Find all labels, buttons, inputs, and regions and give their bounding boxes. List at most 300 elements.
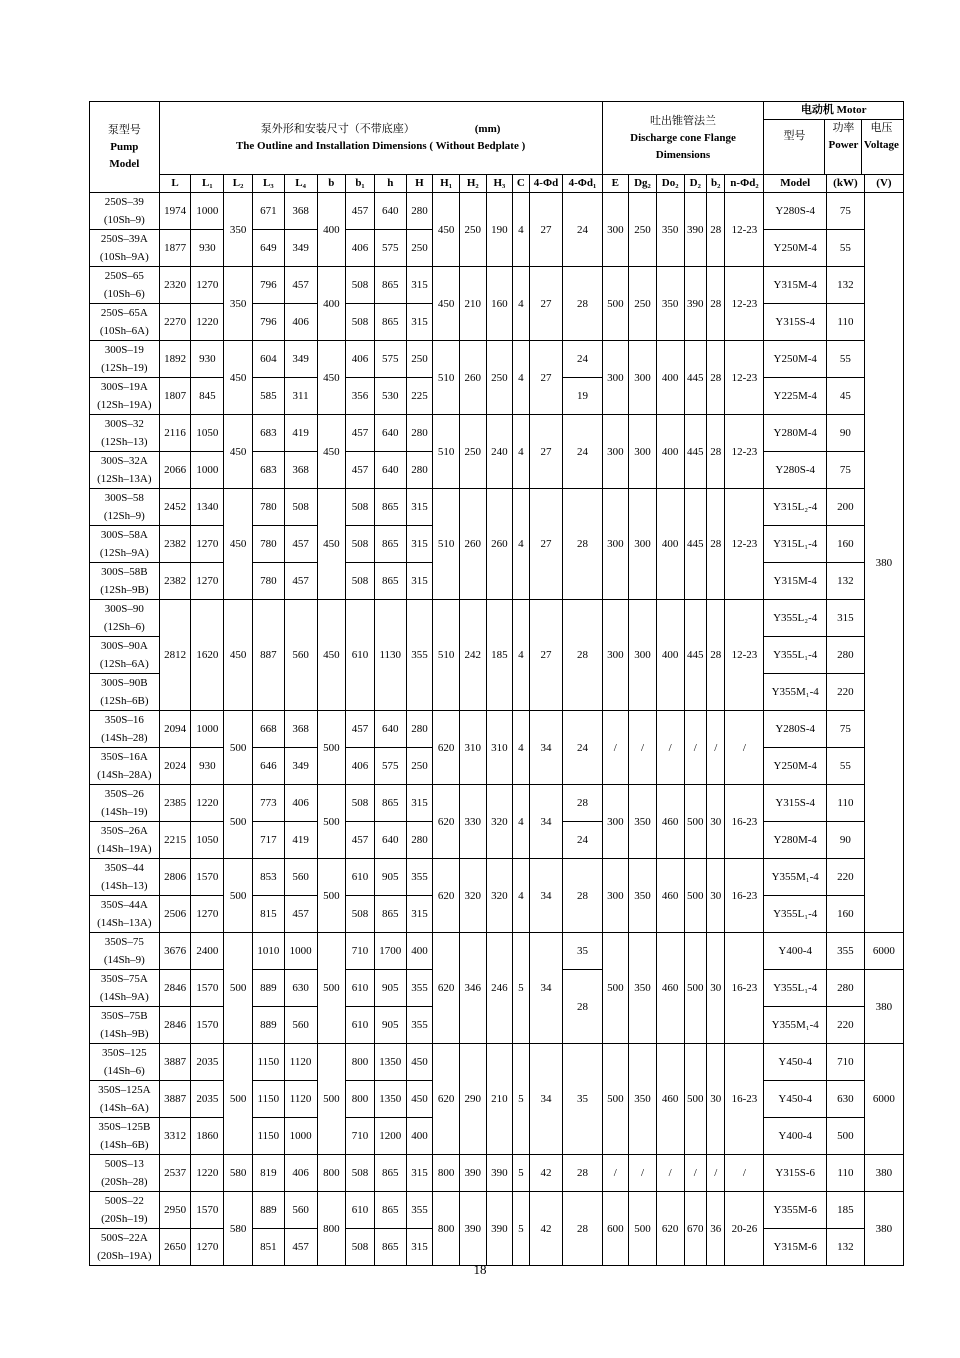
dim-l4-cell: 1120 (284, 1044, 317, 1081)
dim-d1-cell: 24 (563, 822, 602, 859)
dim-l1-cell: 1570 (191, 1007, 224, 1044)
dim-d-cell: 27 (529, 489, 563, 600)
pump-model-line: 350S–44 (104, 862, 144, 874)
pump-model-line: 350S–75 (104, 936, 144, 948)
pump-model-line: (12Sh–13A) (97, 473, 152, 485)
flange-dg2-cell: 350 (629, 1044, 657, 1155)
dim-b-cell: 400 (317, 267, 346, 341)
dim-h1-cell: 620 (433, 859, 460, 933)
column-header: C (513, 175, 529, 193)
dim-h-cell: 865 (374, 1192, 406, 1229)
dim-h2-cell: 290 (459, 1044, 486, 1155)
flange-b2-cell: / (707, 711, 725, 785)
dim-l2-cell: 450 (224, 415, 253, 489)
pump-model-line: 350S–75B (101, 1010, 148, 1022)
dim-l4-cell: 406 (284, 1155, 317, 1192)
pump-model-line: 350S–125A (98, 1084, 151, 1096)
dim-h-cell: 400 (406, 1118, 433, 1155)
dim-h3-cell: 320 (486, 859, 513, 933)
pump-model-line: (10Sh–6A) (99, 325, 149, 337)
dim-l-cell: 2385 (159, 785, 191, 822)
dim-l1-cell: 2400 (191, 933, 224, 970)
pump-model-line: 250S–65 (104, 270, 144, 282)
dim-c-cell: 4 (513, 489, 529, 600)
motor-model-cell: Y450-4 (764, 1044, 827, 1081)
dim-h-cell: 640 (374, 452, 406, 489)
dim-l4-cell: 560 (284, 859, 317, 896)
dim-l1-cell: 1050 (191, 822, 224, 859)
dim-h2-cell: 250 (459, 415, 486, 489)
dim-l2-cell: 450 (224, 489, 253, 600)
pump-model-line: 500S–22 (104, 1195, 144, 1207)
column-header: L₄ (284, 175, 317, 193)
pump-model-line: (14Sh–19) (101, 806, 148, 818)
dim-l-cell: 2812 (159, 600, 191, 711)
dim-d-cell: 27 (529, 600, 563, 711)
pump-model-cell (90, 822, 160, 859)
flange-d2-cell: 500 (684, 1044, 707, 1155)
dim-b1-cell: 610 (346, 1192, 375, 1229)
dim-d1-cell: 28 (563, 859, 602, 933)
motor-voltage-cell: 380 (864, 970, 903, 1044)
dim-b1-cell: 508 (346, 1155, 375, 1192)
dim-d-cell: 42 (529, 1192, 563, 1266)
dim-h-cell: 1200 (374, 1118, 406, 1155)
pump-model-line: (14Sh–28A) (97, 769, 152, 781)
dim-h-cell: 280 (406, 193, 433, 230)
column-header: H₁ (433, 175, 460, 193)
column-header: b₂ (707, 175, 725, 193)
flange-nd2-cell: 16-23 (725, 859, 764, 933)
dim-l1-cell: 1570 (191, 1192, 224, 1229)
flange-dg2-cell: 250 (629, 193, 657, 267)
motor-model-cell: Y315S-4 (764, 785, 827, 822)
dim-l4-cell: 368 (284, 193, 317, 230)
dim-d-cell: 27 (529, 415, 563, 489)
motor-model-cell: Y355M₁-4 (764, 674, 827, 711)
column-header: n-Φd₂ (725, 175, 764, 193)
dim-l-cell: 2116 (159, 415, 191, 452)
dim-l3-cell: 683 (252, 415, 284, 452)
dim-l4-cell: 349 (284, 748, 317, 785)
dim-d-cell: 27 (529, 193, 563, 267)
dim-l3-cell: 796 (252, 267, 284, 304)
flange-do2-cell: 400 (656, 415, 684, 489)
table-row (90, 859, 904, 896)
dim-l4-cell: 508 (284, 489, 317, 526)
dim-l4-cell: 368 (284, 711, 317, 748)
dim-l3-cell: 1150 (252, 1081, 284, 1118)
dim-l1-cell: 2035 (191, 1044, 224, 1081)
dim-b-cell: 450 (317, 600, 346, 711)
flange-do2-cell: 400 (656, 489, 684, 600)
pump-model-line: (12Sh–6B) (100, 695, 149, 707)
motor-model-cell: Y355M₁-4 (764, 859, 827, 896)
dim-b-cell: 450 (317, 415, 346, 489)
dim-b1-cell: 800 (346, 1081, 375, 1118)
motor-model-cell: Y355M-6 (764, 1192, 827, 1229)
flange-b2-cell: 28 (707, 415, 725, 489)
pump-model-line: (20Sh–28) (101, 1176, 148, 1188)
dim-l2-cell: 350 (224, 267, 253, 341)
dim-h-cell: 315 (406, 1229, 433, 1266)
dim-l-cell: 1807 (159, 378, 191, 415)
dim-d1-cell: 24 (563, 415, 602, 489)
motor-power-cell: 90 (826, 822, 864, 859)
dim-l-cell: 2066 (159, 452, 191, 489)
dim-b1-cell: 508 (346, 267, 375, 304)
flange-do2-cell: 400 (656, 341, 684, 415)
pump-model-line: 350S–125 (102, 1047, 147, 1059)
column-header: L (159, 175, 191, 193)
dim-l4-cell: 630 (284, 970, 317, 1007)
dim-d-cell: 34 (529, 1044, 563, 1155)
dim-h3-cell: 240 (486, 415, 513, 489)
dim-l3-cell: 889 (252, 970, 284, 1007)
flange-do2-cell: 460 (656, 859, 684, 933)
flange-do2-cell: 350 (656, 193, 684, 267)
motor-model-cell: Y280S-4 (764, 193, 827, 230)
motor-model-cell: Y400-4 (764, 933, 827, 970)
dim-d1-cell: 28 (563, 970, 602, 1044)
pump-model-cell (90, 859, 160, 896)
dim-b-cell: 500 (317, 933, 346, 1044)
flange-do2-cell: 460 (656, 1044, 684, 1155)
pump-model-line: (14Sh–6) (103, 1065, 145, 1077)
dim-b1-cell: 508 (346, 304, 375, 341)
dim-l2-cell: 500 (224, 785, 253, 859)
dim-l3-cell: 851 (252, 1229, 284, 1266)
table-body (90, 193, 904, 1266)
dim-h-cell: 1700 (374, 933, 406, 970)
dim-l1-cell: 1270 (191, 896, 224, 933)
dim-h-cell: 1350 (374, 1081, 406, 1118)
dim-h-cell: 530 (374, 378, 406, 415)
dim-l3-cell: 780 (252, 526, 284, 563)
dim-l3-cell: 649 (252, 230, 284, 267)
dim-h-cell: 315 (406, 526, 433, 563)
pump-model-line: 350S–16 (104, 714, 144, 726)
dim-h-cell: 355 (406, 600, 433, 711)
dim-h1-cell: 510 (433, 341, 460, 415)
pump-model-cell (90, 1192, 160, 1229)
column-header: L₃ (252, 175, 284, 193)
motor-power-cell: 185 (826, 1192, 864, 1229)
flange-nd2-cell: / (725, 711, 764, 785)
dim-c-cell: 4 (513, 267, 529, 341)
pump-model-line: (14Sh–6A) (99, 1102, 149, 1114)
dim-b-cell: 450 (317, 489, 346, 600)
dim-l1-cell: 1220 (191, 304, 224, 341)
pump-model-line: (12Sh–9A) (99, 547, 149, 559)
column-header: b (317, 175, 346, 193)
dim-l-cell: 2806 (159, 859, 191, 896)
pump-model-line: 250S–39A (100, 233, 148, 245)
flange-e-cell: 500 (602, 267, 629, 341)
pump-model-line: (14Sh–13A) (97, 917, 152, 929)
column-header: E (602, 175, 629, 193)
dim-l4-cell: 406 (284, 785, 317, 822)
motor-voltage-cell: 380 (864, 193, 903, 933)
pump-model-cell (90, 1044, 160, 1081)
dim-b-cell: 500 (317, 785, 346, 859)
flange-d2-cell: 500 (684, 859, 707, 933)
flange-b2-cell: 36 (707, 1192, 725, 1266)
motor-power-cell: 220 (826, 1007, 864, 1044)
pump-model-line: 300S–90 (104, 603, 144, 615)
dim-b-cell: 800 (317, 1155, 346, 1192)
dim-h-cell: 315 (406, 896, 433, 933)
dim-l4-cell: 560 (284, 1007, 317, 1044)
column-header: 4-Φd₁ (563, 175, 602, 193)
dim-l2-cell: 500 (224, 711, 253, 785)
flange-nd2-cell: / (725, 1155, 764, 1192)
motor-voltage-cell: 380 (864, 1192, 903, 1266)
pump-model-line: 300S–32A (100, 455, 148, 467)
pump-model-line: (10Sh–9) (103, 214, 145, 226)
flange-do2-cell: / (656, 1155, 684, 1192)
discharge-flange-header: 吐出锥管法兰 Discharge cone Flange Dimensions (602, 102, 764, 175)
dim-l-cell: 3887 (159, 1081, 191, 1118)
dim-b1-cell: 800 (346, 1044, 375, 1081)
dim-l-cell: 2452 (159, 489, 191, 526)
motor-model-cell: Y315S-6 (764, 1155, 827, 1192)
motor-model-cell: Y315L₂-4 (764, 489, 827, 526)
pump-model-cell (90, 304, 160, 341)
dim-b1-cell: 610 (346, 600, 375, 711)
motor-power-cell: 160 (826, 526, 864, 563)
dim-h1-cell: 510 (433, 489, 460, 600)
dim-h-cell: 450 (406, 1081, 433, 1118)
dim-l3-cell: 1150 (252, 1118, 284, 1155)
pump-model-line: (14Sh–9B) (100, 1028, 149, 1040)
dim-l3-cell: 815 (252, 896, 284, 933)
dim-d1-cell: 19 (563, 378, 602, 415)
motor-power-cell: 280 (826, 637, 864, 674)
dim-h-cell: 865 (374, 489, 406, 526)
pump-model-cell (90, 785, 160, 822)
motor-header: 电动机 Motor 型号 功率 Power 电压 Voltage (764, 102, 904, 175)
dim-h3-cell: 246 (486, 933, 513, 1044)
dim-l4-cell: 419 (284, 822, 317, 859)
dim-b1-cell: 610 (346, 970, 375, 1007)
dim-l-cell: 2024 (159, 748, 191, 785)
pump-model-cell (90, 1155, 160, 1192)
column-header: H₃ (486, 175, 513, 193)
pump-model-line: (12Sh–13) (101, 436, 148, 448)
dim-h1-cell: 620 (433, 933, 460, 1044)
flange-b2-cell: 28 (707, 489, 725, 600)
dim-l-cell: 2950 (159, 1192, 191, 1229)
dim-l-cell: 2215 (159, 822, 191, 859)
dim-h-cell: 315 (406, 489, 433, 526)
flange-nd2-cell: 16-23 (725, 785, 764, 859)
table-row (90, 1192, 904, 1229)
motor-power-cell: 75 (826, 452, 864, 489)
pump-model-cell (90, 1081, 160, 1118)
pump-model-line: (14Sh–9) (103, 954, 145, 966)
flange-e-cell: 300 (602, 415, 629, 489)
dim-h-cell: 280 (406, 452, 433, 489)
dim-l-cell: 2650 (159, 1229, 191, 1266)
pump-model-line: 350S–44A (100, 899, 148, 911)
dim-l1-cell: 1220 (191, 785, 224, 822)
dim-c-cell: 5 (513, 1192, 529, 1266)
dim-d1-cell: 35 (563, 933, 602, 970)
motor-voltage-cell: 6000 (864, 1044, 903, 1155)
dim-h3-cell: 160 (486, 267, 513, 341)
dim-l-cell: 1974 (159, 193, 191, 230)
dim-h3-cell: 185 (486, 600, 513, 711)
dim-l-cell: 2382 (159, 526, 191, 563)
dim-h1-cell: 450 (433, 193, 460, 267)
dim-b1-cell: 508 (346, 896, 375, 933)
dim-d-cell: 34 (529, 711, 563, 785)
dim-b-cell: 500 (317, 1044, 346, 1155)
dim-d1-cell: 28 (563, 267, 602, 341)
table-row (90, 415, 904, 452)
pump-model-line: (12Sh–6) (103, 621, 145, 633)
dim-b1-cell: 508 (346, 1229, 375, 1266)
dim-c-cell: 5 (513, 1155, 529, 1192)
dim-d1-cell: 28 (563, 1192, 602, 1266)
dim-h-cell: 905 (374, 1007, 406, 1044)
pump-model-cell (90, 526, 160, 563)
pump-model-cell (90, 193, 160, 230)
flange-b2-cell: 28 (707, 267, 725, 341)
pump-model-cell (90, 1007, 160, 1044)
dim-h1-cell: 620 (433, 711, 460, 785)
dim-h2-cell: 250 (459, 193, 486, 267)
dim-l3-cell: 717 (252, 822, 284, 859)
flange-b2-cell: 30 (707, 859, 725, 933)
pump-model-line: (20Sh–19) (101, 1213, 148, 1225)
dim-h2-cell: 210 (459, 267, 486, 341)
dim-l2-cell: 580 (224, 1192, 253, 1266)
flange-nd2-cell: 12-23 (725, 341, 764, 415)
dim-l-cell: 1877 (159, 230, 191, 267)
flange-b2-cell: 30 (707, 933, 725, 1044)
dim-l3-cell: 1150 (252, 1044, 284, 1081)
dim-h2-cell: 320 (459, 859, 486, 933)
motor-voltage-unit: (V) (864, 175, 903, 193)
column-header: H₂ (459, 175, 486, 193)
table-row (90, 193, 904, 230)
motor-voltage-cell: 6000 (864, 933, 903, 970)
dim-l1-cell: 845 (191, 378, 224, 415)
motor-model-cell: Y250M-4 (764, 748, 827, 785)
motor-model-cell: Y355L₁-4 (764, 637, 827, 674)
pump-model-line: (12Sh–6A) (99, 658, 149, 670)
dim-d-cell: 27 (529, 341, 563, 415)
pump-model-line: (12Sh–19A) (97, 399, 152, 411)
motor-model-cell: Y315M-4 (764, 563, 827, 600)
dim-l4-cell: 457 (284, 563, 317, 600)
table-row (90, 1155, 904, 1192)
dim-h2-cell: 242 (459, 600, 486, 711)
flange-e-cell: / (602, 711, 629, 785)
flange-do2-cell: 400 (656, 600, 684, 711)
flange-nd2-cell: 20-26 (725, 1192, 764, 1266)
dim-h-cell: 250 (406, 230, 433, 267)
motor-power-cell: 220 (826, 674, 864, 711)
column-header: D₂ (684, 175, 707, 193)
flange-dg2-cell: 300 (629, 489, 657, 600)
dim-l2-cell: 580 (224, 1155, 253, 1192)
dim-h2-cell: 346 (459, 933, 486, 1044)
pump-model-cell (90, 637, 160, 674)
dim-l4-cell: 560 (284, 1192, 317, 1229)
dim-h-cell: 355 (406, 1007, 433, 1044)
flange-dg2-cell: 300 (629, 415, 657, 489)
flange-nd2-cell: 16-23 (725, 933, 764, 1044)
motor-model-cell: Y280M-4 (764, 415, 827, 452)
motor-model-cell: Y280S-4 (764, 711, 827, 748)
motor-model-cell: Y400-4 (764, 1118, 827, 1155)
motor-power-cell: 45 (826, 378, 864, 415)
pump-model-line: 250S–65A (100, 307, 148, 319)
motor-power-cell: 75 (826, 711, 864, 748)
dim-l1-cell: 1000 (191, 193, 224, 230)
dim-h1-cell: 510 (433, 415, 460, 489)
dim-b1-cell: 508 (346, 489, 375, 526)
dim-l3-cell: 668 (252, 711, 284, 748)
table-row (90, 785, 904, 822)
pump-model-line: 350S–75A (100, 973, 148, 985)
motor-power-cell: 630 (826, 1081, 864, 1118)
dim-h-cell: 315 (406, 785, 433, 822)
pump-model-cell (90, 896, 160, 933)
flange-do2-cell: / (656, 711, 684, 785)
flange-d2-cell: 500 (684, 785, 707, 859)
dim-h2-cell: 390 (459, 1155, 486, 1192)
dim-l1-cell: 1000 (191, 452, 224, 489)
pump-model-line: 300S–19A (100, 381, 148, 393)
dim-h-cell: 640 (374, 415, 406, 452)
dim-h-cell: 905 (374, 859, 406, 896)
dim-b1-cell: 508 (346, 785, 375, 822)
flange-b2-cell: 30 (707, 785, 725, 859)
motor-power-cell: 710 (826, 1044, 864, 1081)
dim-l1-cell: 1050 (191, 415, 224, 452)
pump-model-line: (14Sh–9A) (99, 991, 149, 1003)
dim-h3-cell: 310 (486, 711, 513, 785)
dim-l1-cell: 1860 (191, 1118, 224, 1155)
dim-h-cell: 1130 (374, 600, 406, 711)
motor-model-cell: Y355M₁-4 (764, 1007, 827, 1044)
dim-h-cell: 280 (406, 711, 433, 748)
flange-e-cell: 500 (602, 1044, 629, 1155)
column-header: Dg₂ (629, 175, 657, 193)
motor-model-cell: Y315S-4 (764, 304, 827, 341)
pump-model-line: (14Sh–28) (101, 732, 148, 744)
pump-model-line: 300S–90A (100, 640, 148, 652)
flange-d2-cell: 445 (684, 415, 707, 489)
dim-l1-cell: 1000 (191, 711, 224, 748)
dim-l1-cell: 1270 (191, 526, 224, 563)
flange-nd2-cell: 12-23 (725, 415, 764, 489)
pump-model-line: 300S–90B (101, 677, 148, 689)
motor-model-cell: Y280S-4 (764, 452, 827, 489)
dim-l-cell: 2094 (159, 711, 191, 748)
pump-model-line: 300S–58B (101, 566, 148, 578)
dim-b1-cell: 457 (346, 711, 375, 748)
table-row (90, 341, 904, 378)
dim-l1-cell: 930 (191, 341, 224, 378)
dim-h-cell: 400 (406, 933, 433, 970)
flange-dg2-cell: 300 (629, 341, 657, 415)
dim-l3-cell: 819 (252, 1155, 284, 1192)
